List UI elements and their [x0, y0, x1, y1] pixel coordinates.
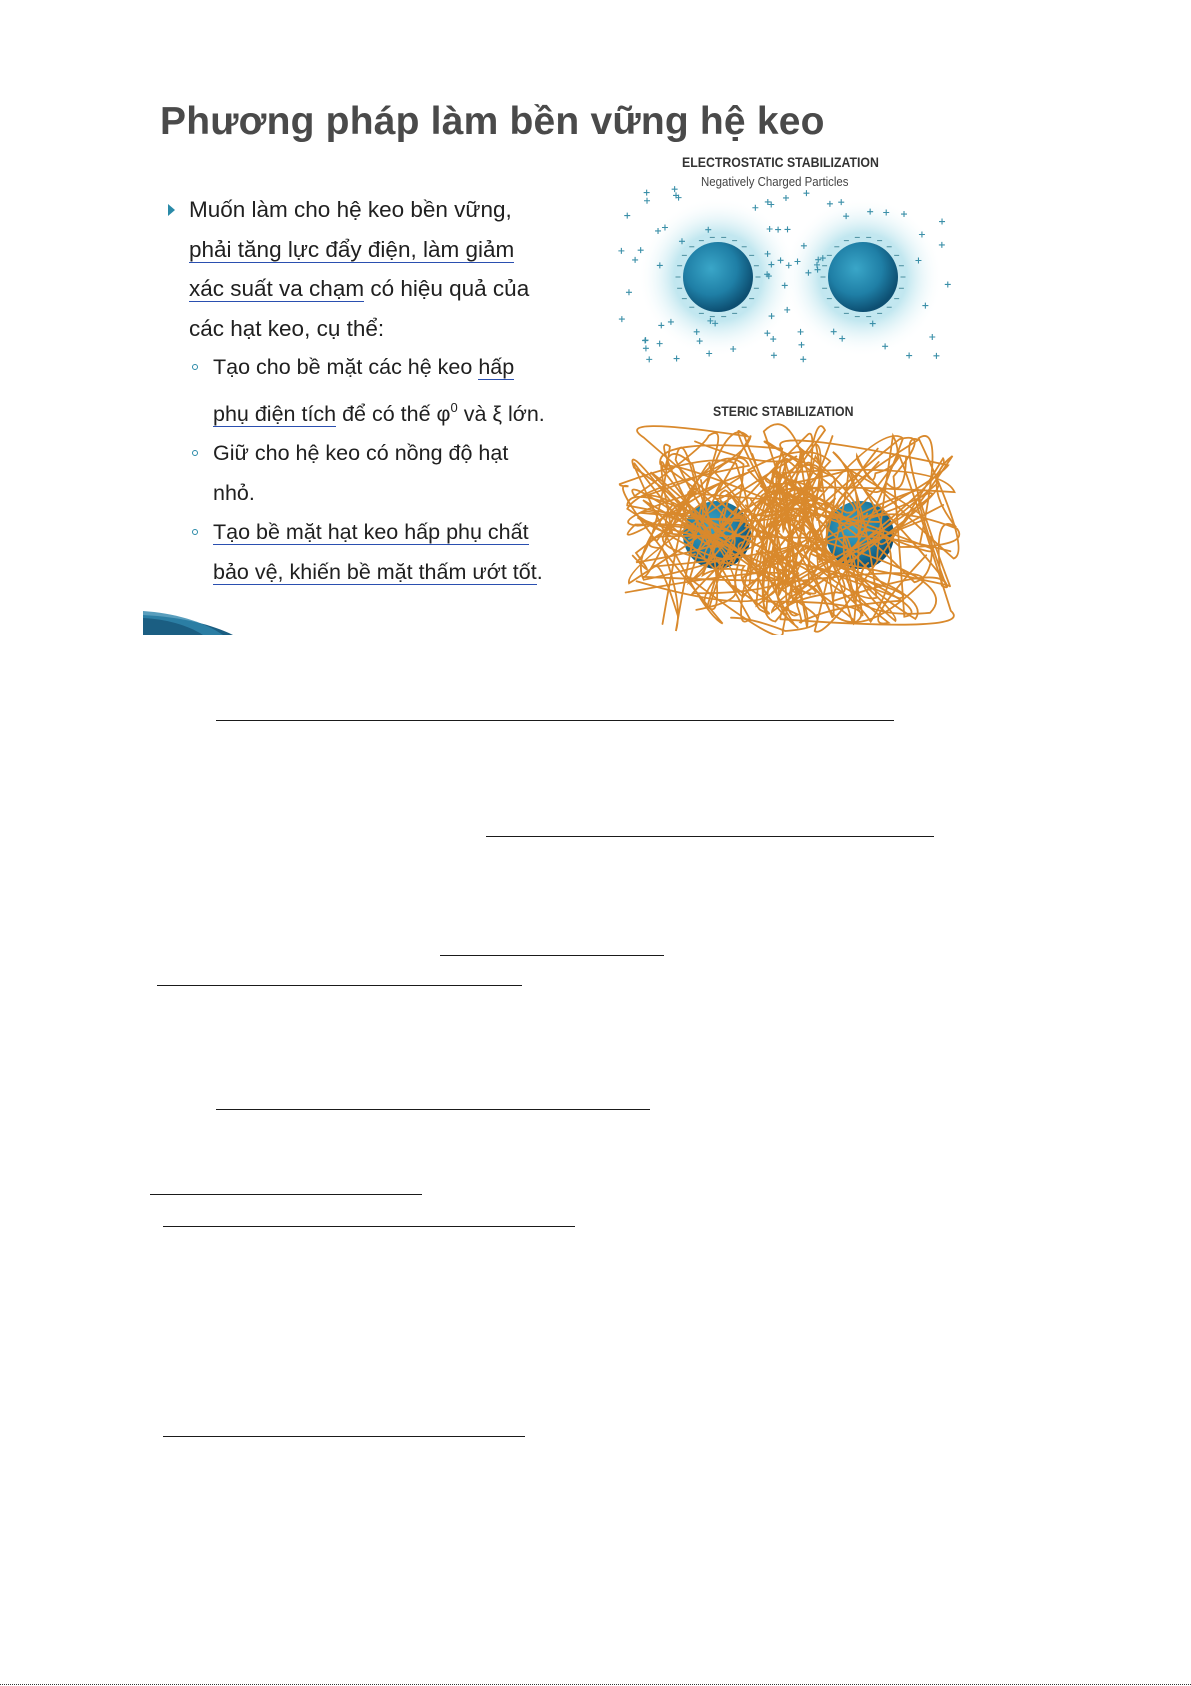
- sub-bullet-text: để có thế φ: [336, 401, 451, 426]
- electrostatic-title: ELECTROSTATIC STABILIZATION: [682, 154, 879, 170]
- electrostatic-diagram: [613, 185, 963, 365]
- blank-line: [486, 836, 934, 837]
- plus-ion: [643, 345, 649, 351]
- blank-line: [163, 1436, 525, 1437]
- steric-title: STERIC STABILIZATION: [713, 403, 854, 419]
- slide-corner-decoration: [143, 611, 263, 635]
- plus-ion: [929, 334, 935, 340]
- blank-line: [216, 1109, 650, 1110]
- main-bullet: [165, 190, 635, 592]
- sub-bullet-item: [189, 513, 635, 592]
- slide-title: Phương pháp làm bền vững hệ keo: [160, 100, 825, 143]
- blank-line: [163, 1226, 575, 1227]
- steric-diagram: [605, 420, 963, 635]
- circle-bullet-icon: [192, 450, 198, 456]
- plus-ion: [933, 353, 939, 359]
- plus-ion: [672, 186, 678, 192]
- plus-ion: [906, 353, 912, 359]
- plus-ion: [644, 198, 650, 204]
- underlined-phrase: Tạo bề mặt hạt keo hấp phụ chất: [213, 520, 529, 544]
- blank-line: [157, 985, 522, 986]
- triangle-bullet-icon: [168, 204, 175, 216]
- electrostatic-subtitle: Negatively Charged Particles: [701, 174, 849, 189]
- sub-bullet-item: [189, 434, 635, 513]
- underlined-phrase: bảo vệ, khiến bề mặt thấm ướt tốt: [213, 559, 537, 584]
- plus-ion: [798, 342, 804, 348]
- circle-bullet-icon: [192, 364, 198, 370]
- bullet-line: Muốn làm cho hệ keo bền vững,: [189, 197, 512, 222]
- plus-ion: [619, 316, 625, 322]
- plus-ion: [674, 356, 680, 362]
- plus-ion: [626, 289, 632, 295]
- plus-ion: [798, 329, 804, 335]
- plus-ion: [785, 226, 791, 232]
- bullet-list: [165, 190, 635, 592]
- particle-sphere: [828, 242, 898, 312]
- page-bottom-border: [0, 1684, 1191, 1685]
- bullet-line: các hạt keo, cụ thể:: [189, 315, 385, 341]
- plus-ion: [803, 190, 809, 196]
- plus-ion: [624, 213, 630, 219]
- underlined-phrase: phải tăng lực đẩy điện, làm giảm: [189, 236, 515, 262]
- sub-bullet-text: Giữ cho hệ keo có nồng độ hạt: [213, 441, 509, 465]
- plus-ion: [771, 352, 777, 358]
- plus-ion: [618, 248, 624, 254]
- plus-ion: [646, 356, 652, 362]
- superscript: 0: [450, 399, 458, 415]
- blank-line: [440, 955, 664, 956]
- plus-ion: [945, 281, 951, 287]
- sub-bullet-text: nhỏ.: [213, 480, 255, 505]
- blank-line: [150, 1194, 422, 1195]
- particle-sphere: [683, 242, 753, 312]
- sub-bullet-text: .: [536, 559, 543, 584]
- sub-bullet-list: [189, 348, 635, 592]
- plus-ion: [642, 338, 648, 344]
- underlined-phrase: xác suất va chạm: [189, 276, 365, 301]
- sub-bullet-item: [189, 348, 635, 434]
- bullet-line: có hiệu quả của: [364, 276, 530, 301]
- sub-bullet-text: và ξ lớn.: [457, 401, 545, 426]
- plus-ion: [939, 242, 945, 248]
- underlined-phrase: phụ điện tích: [213, 401, 337, 426]
- underlined-phrase: hấp: [478, 355, 515, 379]
- plus-ion: [783, 195, 789, 201]
- plus-ion: [800, 356, 806, 362]
- blank-line: [216, 720, 894, 721]
- circle-bullet-icon: [192, 529, 198, 535]
- plus-ion: [644, 190, 650, 196]
- plus-ion: [632, 257, 638, 263]
- plus-ion: [770, 336, 776, 342]
- slide-image: [143, 80, 963, 635]
- sub-bullet-text: Tạo cho bề mặt các hệ keo: [213, 355, 479, 379]
- plus-ion: [657, 341, 663, 347]
- polymer-chains: [620, 424, 960, 635]
- plus-ion: [939, 219, 945, 225]
